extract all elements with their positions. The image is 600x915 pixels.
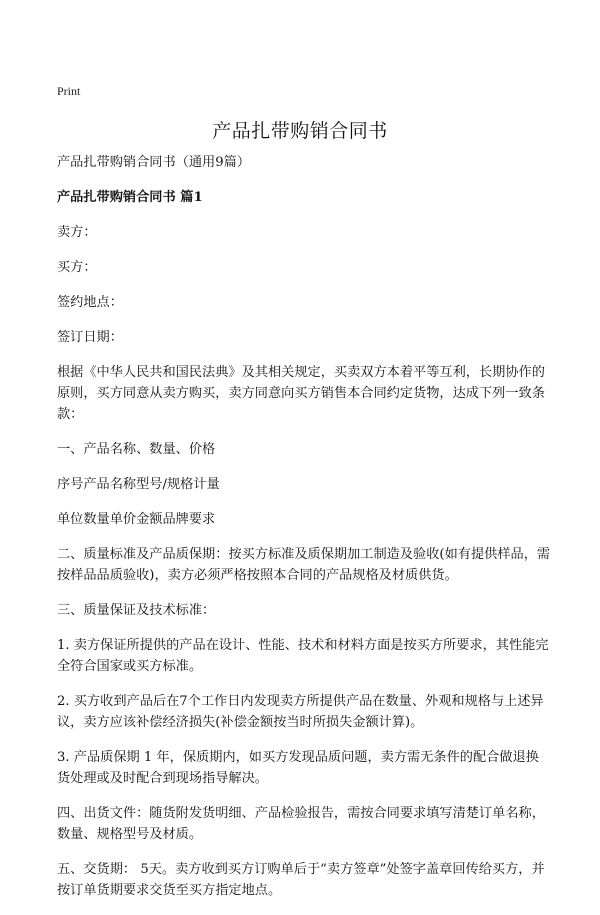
signing-place-line: 签约地点： [57,295,123,310]
intro-paragraph: 根据《中华人民共和国民法典》及其相关规定，买卖双方本着平等互利，长期协作的原则，买方同意从卖方购买，卖方同意向买方销售本合同约定货物，达成下列一致条款： [57,365,545,422]
clause-2-paragraph: 二、质量标准及产品质保期：按买方标准及质保期加工制造及验收(如有提供样品，需按样品品质验收)，卖方必须严格按照本合同的产品规格及材质供货。 [57,547,551,583]
document-body [57,152,551,915]
table-header-line-1: 序号产品名称型号/规格计量 [57,477,220,492]
table-header-line-2: 单位数量单价金额品牌要求 [57,512,216,527]
document-title: 产品扎带购销合同书 [212,120,388,142]
clause-heading-3: 三、质量保证及技术标准： [57,603,216,618]
signing-date-line: 签订日期： [57,330,123,345]
subtitle-paragraph: 产品扎带购销合同书（通用9篇） [57,155,251,170]
section-heading: 产品扎带购销合同书 篇1 [57,190,203,205]
clause-3-item-1: 1. 卖方保证所提供的产品在设计、性能、技术和材料方面是按买方所要求，其性能完全符合国家或买方标准。 [57,638,549,674]
clause-5-paragraph: 五、交货期： 5天。卖方收到买方订购单后于“卖方签章”处签字盖章回传给买方，并按订单货期要求交货至买方指定地点。 [57,862,545,898]
seller-line: 卖方： [57,225,97,240]
print-label: Print [57,84,81,98]
clause-3-item-3: 3. 产品质保期 1 年，保质期内，如买方发现品质问题，卖方需无条件的配合做退换货处理或及时配合到现场指导解决。 [57,750,539,786]
clause-4-paragraph: 四、出货文件：随货附发货明细、产品检验报告，需按合同要求填写清楚订单名称，数量、规格型号及材质。 [57,806,545,842]
clause-3-item-2: 2. 买方收到产品后在7个工作日内发现卖方所提供产品在数量、外观和规格与上述异议，卖方应该补偿经济损失(补偿金额按当时所损失金额计算)。 [57,694,544,730]
buyer-line: 买方： [57,260,97,275]
clause-heading-1: 一、产品名称、数量、价格 [57,442,216,457]
